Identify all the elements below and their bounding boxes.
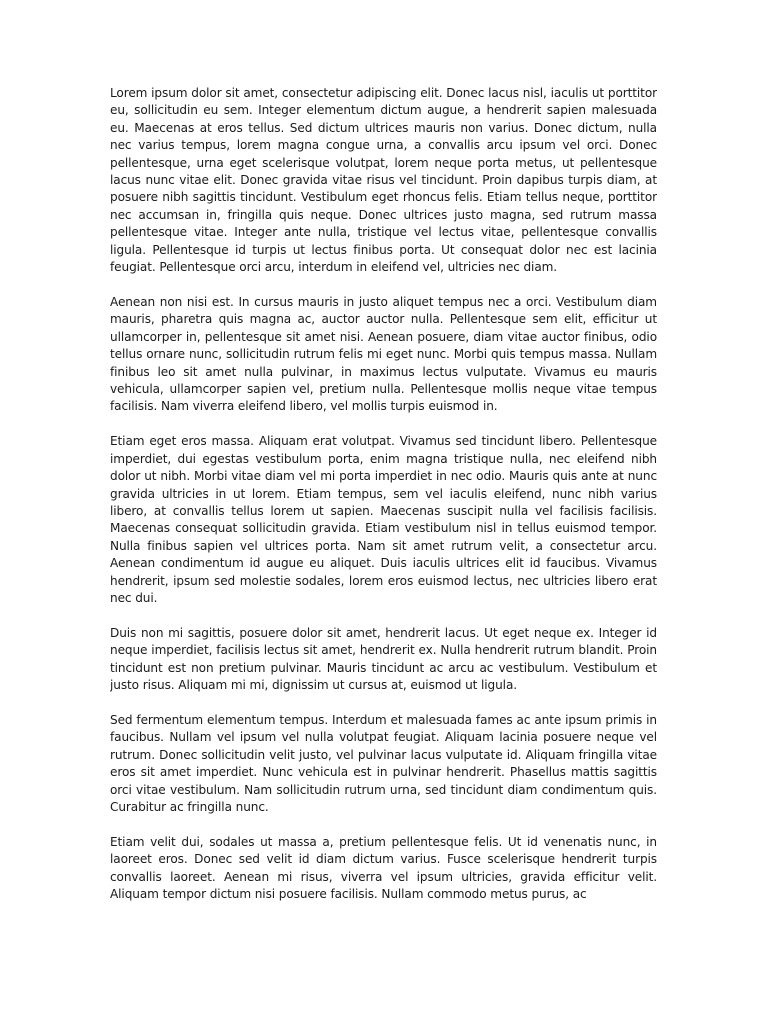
paragraph-5: Sed fermentum elementum tempus. Interdum et malesuada fames ac ante ipsum primis in faucibus. Nullam vel ipsum vel nulla volutpat feugiat. Aliquam lacinia posuere neque vel rutrum. Donec sollicitudin velit justo, vel pulvinar lacus vulputate id. Aliquam fringilla vitae eros sit amet imperdiet. Nunc vehicula est in pulvinar hendrerit. Phasellus mattis sagittis orci vitae vestibulum. Nam sollicitudin rutrum urna, sed tincidunt diam condimentum quis. Curabitur ac fringilla nunc. bbox=[110, 713, 657, 815]
document-page bbox=[110, 85, 657, 945]
paragraph-2: Aenean non nisi est. In cursus mauris in justo aliquet tempus nec a orci. Vestibulum diam mauris, pharetra quis magna ac, auctor auctor nulla. Pellentesque sem elit, efficitur ut ullamcorper in, pellentesque sit amet nisi. Aenean posuere, diam vitae auctor finibus, odio tellus ornare nunc, sollicitudin rutrum felis mi eget nunc. Morbi quis tempus massa. Nullam finibus leo sit amet nulla pulvinar, in maximus lectus vulputate. Vivamus eu mauris vehicula, ullamcorper sapien vel, pretium nulla. Pellentesque mollis neque vitae tempus facilisis. Nam viverra eleifend libero, vel mollis turpis euismod in. bbox=[110, 294, 657, 414]
paragraph-3: Etiam eget eros massa. Aliquam erat volutpat. Vivamus sed tincidunt libero. Pellentesque imperdiet, dui egestas vestibulum porta, enim magna tristique nulla, nec eleifend nibh dolor ut nibh. Morbi vitae diam vel mi porta imperdiet in nec odio. Mauris quis ante at nunc gravida ultricies in ut lorem. Etiam tempus, sem vel iaculis eleifend, nunc nibh varius libero, at convallis tellus lorem ut sapien. Maecenas suscipit nulla vel facilisis facilisis. Maecenas consequat sollicitudin gravida. Etiam vestibulum nisl in tellus euismod tempor. Nulla finibus sapien vel ultrices porta. Nam sit amet rutrum velit, a consectetur arcu. Aenean condimentum id augue eu aliquet. Duis iaculis ultrices elit id faucibus. Vivamus hendrerit, ipsum sed molestie sodales, lorem eros euismod lectus, nec ultricies libero erat nec dui. bbox=[110, 434, 657, 605]
paragraph-1: Lorem ipsum dolor sit amet, consectetur adipiscing elit. Donec lacus nisl, iaculis ut porttitor eu, sollicitudin eu sem. Integer elementum dictum augue, a hendrerit sapien malesuada eu. Maecenas at eros tellus. Sed dictum ultrices mauris non varius. Donec dictum, nulla nec varius tempus, lorem magna congue urna, a convallis arcu ipsum vel orci. Donec pellentesque, urna eget scelerisque volutpat, lorem neque porta metus, ut pellentesque lacus nunc vitae elit. Donec gravida vitae risus vel tincidunt. Proin dapibus turpis diam, at posuere nibh sagittis tincidunt. Vestibulum eget rhoncus felis. Etiam tellus neque, porttitor nec accumsan in, fringilla quis neque. Donec ultrices justo magna, sed rutrum massa pellentesque vitae. Integer ante nulla, tristique vel lectus vitae, pellentesque convallis ligula. Pellentesque id turpis ut lectus finibus porta. Ut consequat dolor nec est lacinia feugiat. Pellentesque orci arcu, interdum in eleifend vel, ultricies nec diam. bbox=[110, 86, 657, 275]
paragraph-4: Duis non mi sagittis, posuere dolor sit amet, hendrerit lacus. Ut eget neque ex. Integer id neque imperdiet, facilisis lectus sit amet, hendrerit ex. Nulla hendrerit rutrum blandit. Proin tincidunt est non pretium pulvinar. Mauris tincidunt ac arcu ac vestibulum. Vestibulum et justo risus. Aliquam mi mi, dignissim ut cursus at, euismod ut ligula. bbox=[110, 625, 657, 693]
paragraph-6: Etiam velit dui, sodales ut massa a, pretium pellentesque felis. Ut id venenatis nunc, in laoreet eros. Donec sed velit id diam dictum varius. Fusce scelerisque hendrerit turpis convallis laoreet. Aenean mi risus, viverra vel ipsum ultricies, gravida efficitur velit. Aliquam tempor dictum nisi posuere facilisis. Nullam commodo metus purus, ac bbox=[110, 834, 657, 902]
